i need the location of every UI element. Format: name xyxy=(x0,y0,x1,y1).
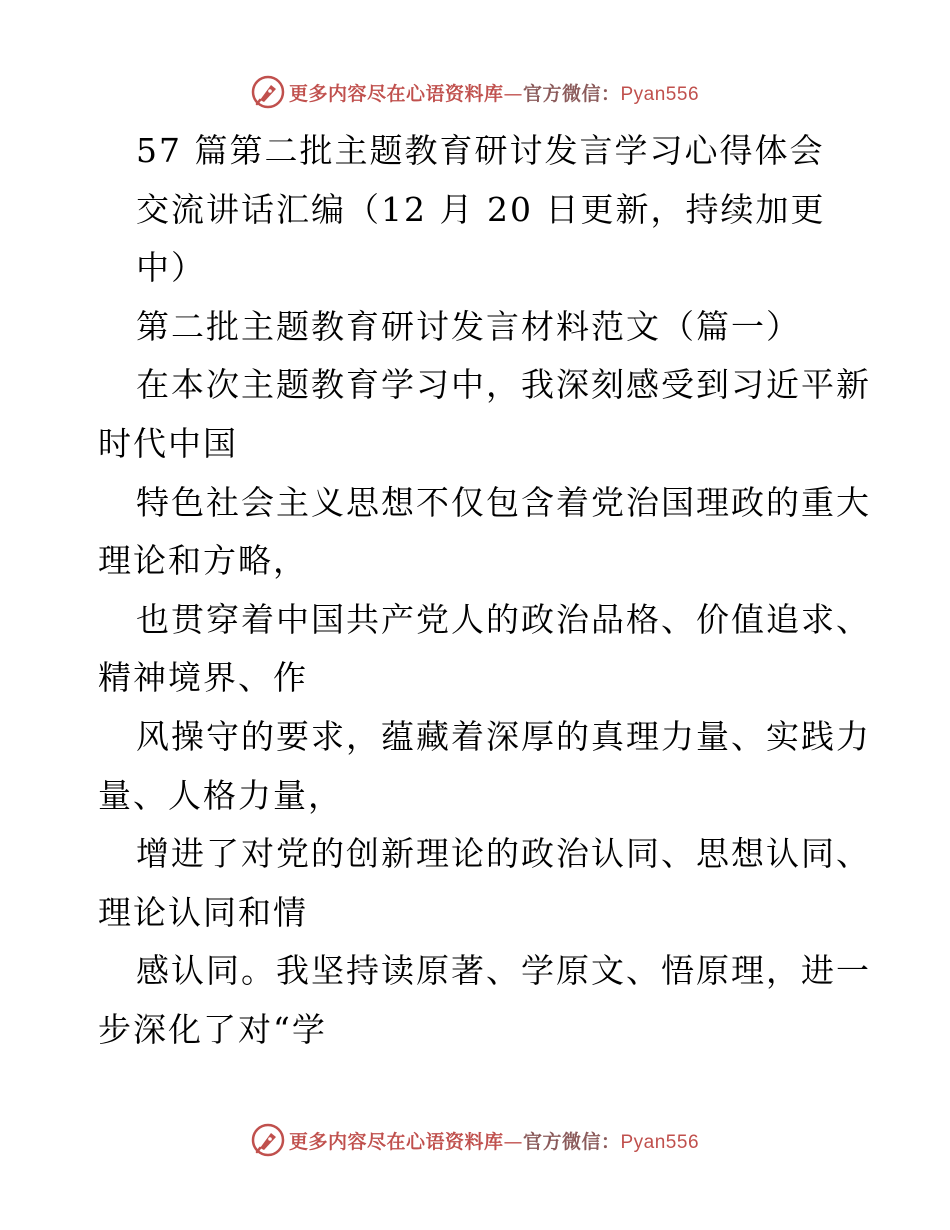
paragraph-line: 风操守的要求，蕴藏着深厚的真理力量、实践力 xyxy=(136,716,871,756)
paragraph-line: 在本次主题教育学习中，我深刻感受到习近平新 xyxy=(136,365,871,405)
header-separator: — xyxy=(503,82,523,105)
footer-wechat-id: Pyan556 xyxy=(620,1131,700,1153)
section-heading: 第二批主题教育研讨发言材料范文（篇一） xyxy=(136,306,801,346)
paragraph-line: 量、人格力量， xyxy=(98,775,343,815)
document-title-line: 交流讲话汇编（12 月 20 日更新，持续加更 xyxy=(136,189,826,229)
header-wechat-id: Pyan556 xyxy=(620,83,700,105)
paragraph-line: 精神境界、作 xyxy=(98,658,308,698)
footer-site-text: 更多内容尽在心语资料库 xyxy=(288,1130,504,1153)
pen-nib-logo-icon xyxy=(251,1123,285,1157)
footer-separator: — xyxy=(503,1130,523,1153)
document-title-line: 中） xyxy=(136,248,206,288)
pen-nib-logo-icon xyxy=(251,75,285,109)
paragraph-line: 时代中国 xyxy=(98,423,238,463)
document-title-line: 57 篇第二批主题教育研讨发言学习心得体会 xyxy=(136,131,825,170)
header-site-text: 更多内容尽在心语资料库 xyxy=(288,82,504,105)
footer-wechat-label: 官方微信： xyxy=(522,1130,621,1153)
paragraph-line: 感认同。我坚持读原著、学原文、悟原理，进一 xyxy=(136,951,871,991)
paragraph-line: 理论认同和情 xyxy=(98,892,308,932)
paragraph-line: 增进了对党的创新理论的政治认同、思想认同、 xyxy=(136,834,871,874)
document-body xyxy=(98,122,871,1060)
paragraph-line: 步深化了对“学 xyxy=(98,1009,327,1049)
header-wechat-label: 官方微信： xyxy=(522,82,621,105)
footer-banner xyxy=(0,1120,950,1160)
paragraph-line: 理论和方略， xyxy=(98,541,308,581)
paragraph-line: 特色社会主义思想不仅包含着党治国理政的重大 xyxy=(136,482,871,522)
paragraph-line: 也贯穿着中国共产党人的政治品格、价值追求、 xyxy=(136,599,871,639)
header-banner xyxy=(0,72,950,112)
header-text xyxy=(289,79,699,106)
footer-text xyxy=(289,1127,699,1154)
